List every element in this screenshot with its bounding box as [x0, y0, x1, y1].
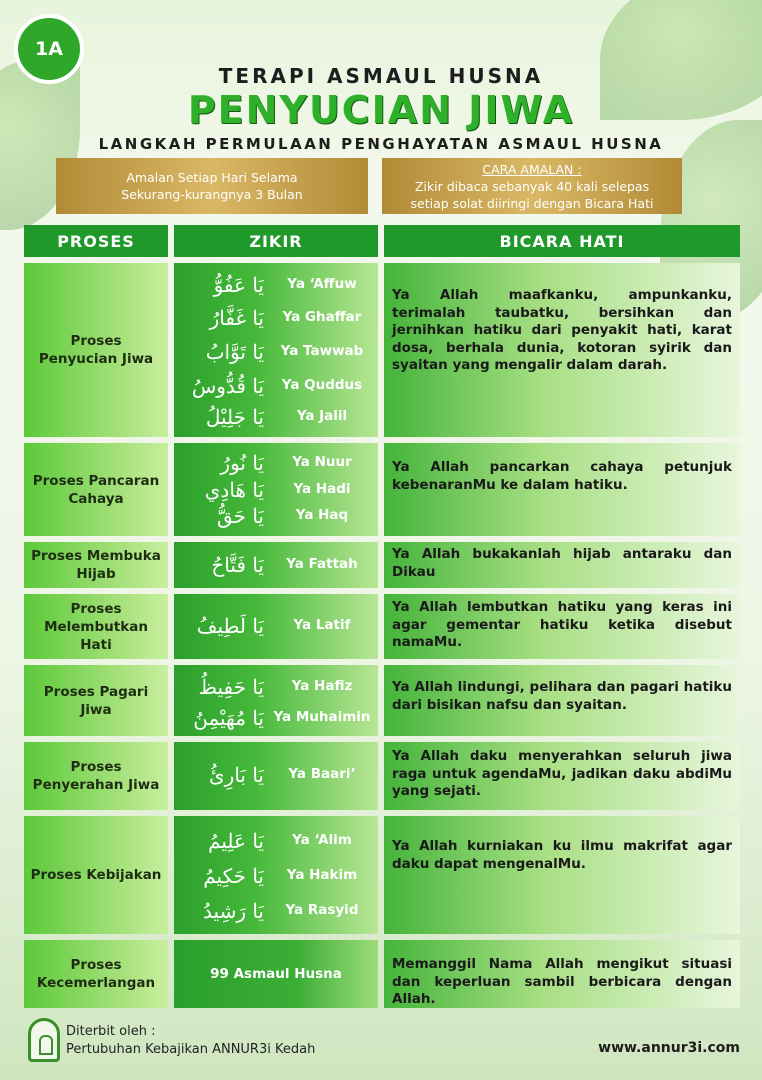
zikir-latin: Ya Muhaimin	[273, 709, 371, 725]
zikir-cell	[174, 816, 378, 934]
bicara-text: Ya Allah pancarkan cahaya petunjuk kebenaranMu ke dalam hatiku.	[392, 459, 732, 493]
zikir-item	[174, 405, 378, 429]
banner-line: Amalan Setiap Hari Selama	[126, 170, 298, 185]
zikir-latin: Ya ‘Affuw	[287, 276, 357, 292]
banner-cara-amalan	[382, 158, 682, 214]
column-header-bicara: BICARA HATI	[384, 225, 740, 257]
publisher-logo	[28, 1018, 60, 1062]
table-row	[24, 443, 740, 536]
column-header-proses: PROSES	[24, 225, 168, 257]
zikir-item	[174, 553, 378, 577]
zikir-latin: Ya Hafiz	[291, 678, 353, 694]
zikir-cell	[174, 263, 378, 437]
zikir-arabic: يَا هَادِي	[204, 478, 264, 502]
table-row	[24, 263, 740, 437]
proses-cell: Proses Kebijakan	[24, 816, 168, 934]
zikir-cell	[174, 542, 378, 588]
zikir-latin: Ya Rasyid	[285, 902, 359, 918]
banner-line: setiap solat diiringi dengan Bicara Hati	[410, 195, 654, 211]
zikir-latin: Ya Quddus	[281, 377, 363, 393]
zikir-item	[174, 273, 378, 297]
bicara-cell	[384, 742, 740, 810]
proses-cell: Proses Melembutkan Hati	[24, 594, 168, 659]
zikir-item	[174, 763, 378, 787]
zikir-latin: Ya Hakim	[286, 867, 358, 883]
bicara-text: Ya Allah maafkanku, ampunkanku, terimalah taubatku, bersihkan dan jernihkan hatiku dari penyakit hati, karat dosa, berhala dunia, kotoran syirik dan syaitan yang mengalir dalam darah.	[392, 287, 732, 373]
zikir-item	[174, 340, 378, 364]
zikir-cell	[174, 742, 378, 810]
bicara-text: Ya Allah lindungi, pelihara dan pagari hatiku dari bisikan nafsu dan syaitan.	[392, 679, 732, 713]
zikir-item	[174, 829, 378, 853]
table-row	[24, 816, 740, 934]
zikir-arabic: يَا تَوَّابُ	[205, 340, 264, 364]
zikir-arabic: يَا نُورُ	[220, 451, 264, 475]
zikir-arabic: يَا عَفُوُّ	[213, 273, 264, 297]
bicara-cell	[384, 940, 740, 1008]
zikir-arabic: يَا فَتَّاحُ	[211, 553, 264, 577]
bicara-text: Ya Allah lembutkan hatiku yang keras ini agar gementar hatiku ketika disebut namaMu.	[392, 599, 732, 650]
bicara-cell	[384, 816, 740, 934]
zikir-latin: Ya Tawwab	[280, 343, 364, 359]
zikir-arabic: يَا عَلِيمُ	[208, 829, 264, 853]
bicara-cell	[384, 443, 740, 536]
zikir-arabic: يَا قُدُّوسُ	[191, 374, 264, 398]
proses-cell: Proses Pancaran Cahaya	[24, 443, 168, 536]
badge: 1A	[14, 14, 84, 84]
zikir-latin: Ya Latif	[293, 617, 351, 633]
zikir-cell	[174, 940, 378, 1008]
banner-line: Sekurang-kurangnya 3 Bulan	[121, 187, 303, 202]
proses-cell: Proses Membuka Hijab	[24, 542, 168, 588]
zikir-latin: Ya ‘Alim	[292, 832, 352, 848]
zikir-latin: Ya Jalil	[296, 408, 348, 424]
zikir-latin: Ya Nuur	[292, 454, 352, 470]
table-row	[24, 594, 740, 659]
zikir-item	[174, 504, 378, 528]
zikir-arabic: يَا رَشِيدُ	[203, 899, 264, 923]
table-row	[24, 940, 740, 1008]
zikir-item	[174, 899, 378, 923]
zikir-arabic: يَا حَقُّ	[216, 504, 264, 528]
table-row	[24, 742, 740, 810]
banner-line: Zikir dibaca sebanyak 40 kali selepas	[414, 178, 650, 194]
bicara-text: Memanggil Nama Allah mengikut situasi dan keperluan sambil berbicara dengan Allah.	[392, 956, 732, 1007]
zikir-cell	[174, 443, 378, 536]
zikir-text: 99 Asmaul Husna	[210, 966, 342, 982]
bicara-cell	[384, 263, 740, 437]
zikir-latin: Ya Baari’	[288, 766, 356, 782]
zikir-item	[174, 306, 378, 330]
zikir-cell	[174, 665, 378, 736]
proses-cell: Proses Kecemerlangan	[24, 940, 168, 1008]
bicara-cell	[384, 594, 740, 659]
bicara-text: Ya Allah daku menyerahkan seluruh jiwa raga untuk agendaMu, jadikan daku abdiMu yang sejati.	[392, 748, 732, 799]
zikir-latin: Ya Ghaffar	[282, 309, 362, 325]
zikir-arabic: يَا حَكِيمُ	[203, 864, 264, 888]
zikir-arabic: يَا لَطِيفُ	[196, 614, 264, 638]
table-row	[24, 665, 740, 736]
bicara-cell	[384, 542, 740, 588]
zikir-arabic: يَا حَفِيظُ	[198, 675, 264, 699]
title-top: TERAPI ASMAUL HUSNA	[218, 64, 544, 88]
zikir-item	[174, 864, 378, 888]
proses-cell: Proses Pagari Jiwa	[24, 665, 168, 736]
proses-cell: Proses Penyerahan Jiwa	[24, 742, 168, 810]
bicara-text: Ya Allah kurniakan ku ilmu makrifat agar daku dapat mengenalMu.	[392, 838, 732, 872]
website-link[interactable]: www.annur3i.com	[598, 1040, 740, 1056]
zikir-item	[174, 675, 378, 699]
zikir-arabic: يَا جَلِيْلُ	[205, 405, 264, 429]
banner-amalan	[56, 158, 368, 214]
zikir-item	[174, 614, 378, 638]
banner-heading: CARA AMALAN :	[482, 161, 582, 177]
page-title: PENYUCIAN JIWA	[187, 88, 575, 132]
subtitle: LANGKAH PERMULAAN PENGHAYATAN ASMAUL HUSNA	[98, 135, 664, 153]
zikir-arabic: يَا مُهَيْمِنُ	[193, 706, 264, 730]
zikir-arabic: يَا غَفَّارُ	[209, 306, 264, 330]
zikir-cell	[174, 594, 378, 659]
bicara-text: Ya Allah bukakanlah hijab antaraku dan Dikau	[392, 546, 732, 580]
zikir-arabic: يَا بَارِئُ	[209, 763, 264, 787]
zikir-item	[174, 374, 378, 398]
zikir-item	[174, 706, 378, 730]
zikir-latin: Ya Haq	[295, 507, 349, 523]
zikir-latin: Ya Fattah	[286, 556, 358, 572]
zikir-latin: Ya Hadi	[293, 481, 351, 497]
column-header-zikir: ZIKIR	[174, 225, 378, 257]
publisher-name: Pertubuhan Kebajikan ANNUR3i Kedah	[66, 1042, 316, 1057]
proses-cell: Proses Penyucian Jiwa	[24, 263, 168, 437]
zikir-item	[174, 478, 378, 502]
published-label: Diterbit oleh :	[66, 1024, 156, 1039]
table-row	[24, 542, 740, 588]
bicara-cell	[384, 665, 740, 736]
zikir-item	[174, 451, 378, 475]
